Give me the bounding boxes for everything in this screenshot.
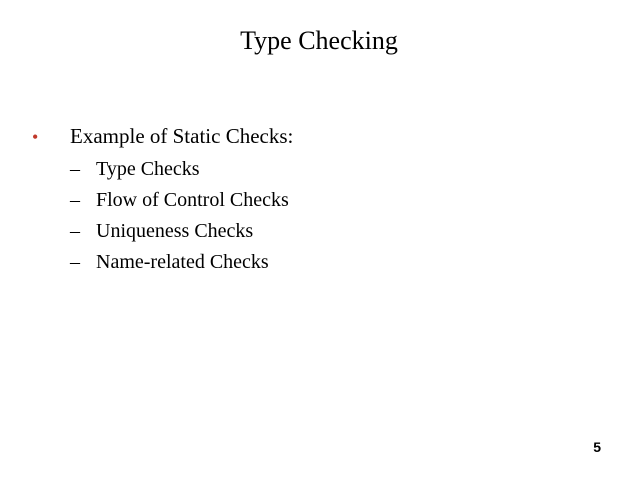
sub-item-text: Type Checks (96, 158, 200, 180)
sub-list (30, 154, 293, 278)
sub-marker: – (70, 189, 80, 211)
bullet-text: Example of Static Checks: (70, 124, 294, 148)
sub-marker: – (70, 251, 80, 273)
sub-item-text: Uniqueness Checks (96, 220, 254, 242)
sub-marker: – (70, 220, 80, 242)
sub-item-text: Name-related Checks (96, 251, 269, 273)
sub-item (30, 154, 293, 185)
sub-list-container (30, 154, 293, 278)
sub-item (30, 247, 293, 278)
bullet-marker: • (32, 127, 39, 147)
sub-item-text: Flow of Control Checks (96, 189, 289, 211)
page-number: 5 (593, 439, 601, 455)
sub-item (30, 185, 293, 216)
sub-marker: – (70, 158, 80, 180)
sub-item (30, 216, 293, 247)
bullet-list (30, 122, 293, 278)
bullet-item (30, 122, 293, 150)
slide-title: Type Checking (240, 26, 398, 55)
